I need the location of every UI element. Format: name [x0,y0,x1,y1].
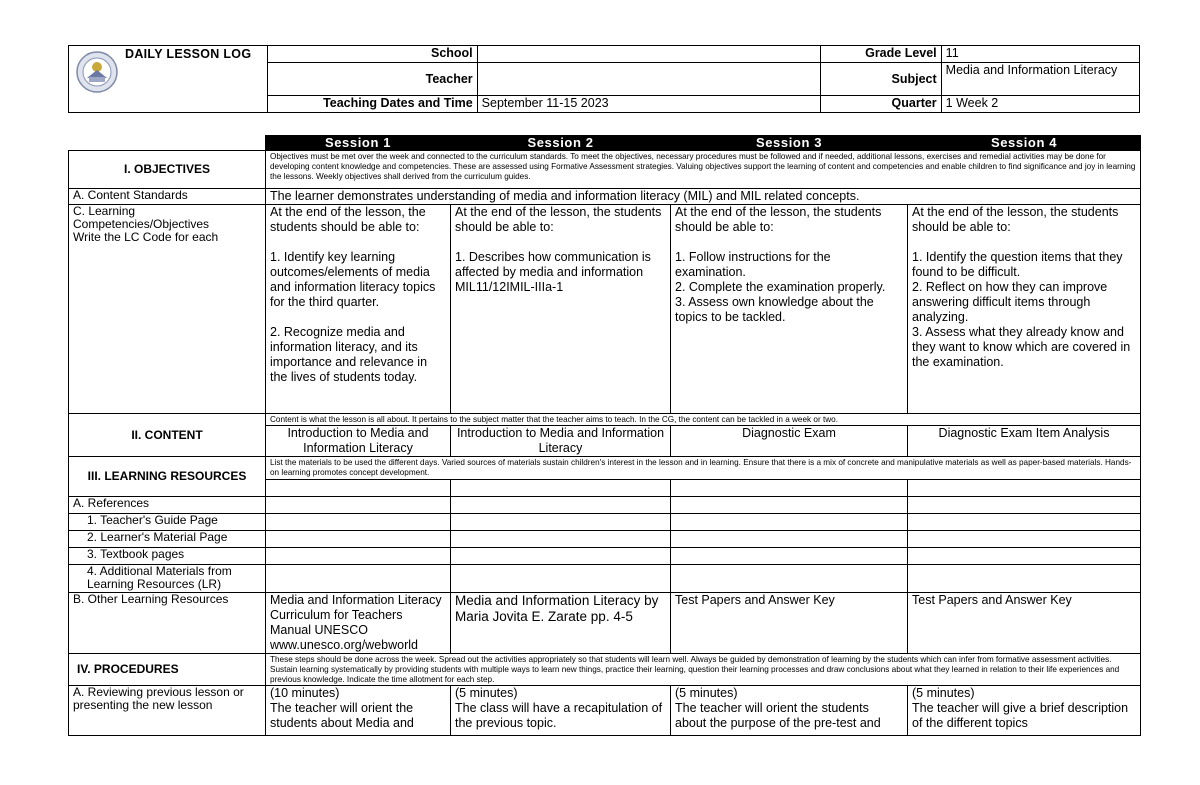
deped-seal-icon [75,50,119,94]
quarter-label: Quarter [820,96,941,113]
other-resources-row [69,593,1141,654]
session-4-header: Session 4 [908,136,1141,151]
lesson-grid [68,135,1141,736]
resources-row [69,457,1141,480]
reviewing-row [69,686,1141,736]
subject-value: Media and Information Literacy [941,63,1139,96]
lc-session-2: At the end of the lesson, the students should be able to: 1. Describes how communication is affected by media and information MIL11/12IMIL-IIIa-1 [451,205,671,414]
header-table [68,45,1140,113]
other-resources-label: B. Other Learning Resources [69,593,266,654]
learners-material-label: 2. Learner's Material Page [69,531,266,548]
tb-cell-1 [266,548,451,565]
content-session-2: Introduction to Media and Information Literacy [451,426,671,457]
reviewing-label: A. Reviewing previous lesson or presenting the new lesson [69,686,266,736]
tg-cell-2 [451,514,671,531]
content-standards-row [69,189,1141,205]
subject-label: Subject [820,63,941,96]
seal-title-cell [69,46,268,113]
learners-material-row [69,531,1141,548]
other-session-2: Media and Information Literacy by Maria Jovita E. Zarate pp. 4-5 [451,593,671,654]
other-session-4: Test Papers and Answer Key [908,593,1141,654]
content-session-4: Diagnostic Exam Item Analysis [908,426,1141,457]
add-cell-4 [908,565,1141,593]
resources-blank-2 [451,480,671,497]
content-note-row [69,414,1141,426]
quarter-value: 1 Week 2 [941,96,1139,113]
references-cell-2 [451,497,671,514]
dates-value: September 11-15 2023 [477,96,820,113]
tb-cell-4 [908,548,1141,565]
learning-competencies-row [69,205,1141,414]
resources-blank-3 [671,480,908,497]
school-label: School [268,46,477,63]
session-3-header: Session 3 [671,136,908,151]
corner-blank [69,136,266,151]
reviewing-session-4: (5 minutes) The teacher will give a brief description of the different topics [908,686,1141,736]
reviewing-session-2: (5 minutes) The class will have a recapitulation of the previous topic. [451,686,671,736]
additional-materials-label: 4. Additional Materials from Learning Resources (LR) [69,565,266,593]
textbook-label: 3. Textbook pages [69,548,266,565]
lm-cell-3 [671,531,908,548]
session-2-header: Session 2 [451,136,671,151]
session-1-header: Session 1 [266,136,451,151]
page-title: DAILY LESSON LOG [125,47,252,61]
lc-session-3: At the end of the lesson, the students should be able to: 1. Follow instructions for the examination. 2. Complete the examination properly. 3. Assess own knowledge about the topics to be tackled. [671,205,908,414]
other-session-1: Media and Information Literacy Curriculum for Teachers Manual UNESCO www.unesco.org/webworld [266,593,451,654]
tb-cell-3 [671,548,908,565]
teachers-guide-label: 1. Teacher's Guide Page [69,514,266,531]
objectives-heading: I. OBJECTIVES [69,151,266,189]
lm-cell-4 [908,531,1141,548]
objectives-row [69,151,1141,189]
teacher-value [477,63,820,96]
grade-level-label: Grade Level [820,46,941,63]
reviewing-session-1: (10 minutes) The teacher will orient the students about Media and [266,686,451,736]
textbook-row [69,548,1141,565]
grade-level-value: 11 [941,46,1139,63]
teacher-label: Teacher [268,63,477,96]
lc-session-4: At the end of the lesson, the students should be able to: 1. Identify the question items that they found to be difficult. 2. Reflect on how they can improve answering difficult items through analyzing. 3. Assess what they already know and they want to know which are covered in the examination. [908,205,1141,414]
tg-cell-1 [266,514,451,531]
learning-competencies-label: C. Learning Competencies/Objectives Write the LC Code for each [69,205,266,414]
tb-cell-2 [451,548,671,565]
dates-label: Teaching Dates and Time [268,96,477,113]
references-label: A. References [69,497,266,514]
content-standards-label: A. Content Standards [69,189,266,205]
school-value [477,46,820,63]
lm-cell-1 [266,531,451,548]
add-cell-3 [671,565,908,593]
resources-note: List the materials to be used the different days. Varied sources of materials sustain children's interest in the lesson and in learning. Ensure that there is a mix of concrete and manipulative materials as well as paper-based materials. Hands-on learning promotes concept development. [266,457,1141,480]
add-cell-2 [451,565,671,593]
lc-session-1: At the end of the lesson, the students should be able to: 1. Identify key learning outcomes/elements of media and information literacy topics for the third quarter. 2. Recognize media and information literacy, and its importance and relevance in the lives of students today. [266,205,451,414]
resources-heading: III. LEARNING RESOURCES [69,457,266,497]
references-cell-4 [908,497,1141,514]
reviewing-session-3: (5 minutes) The teacher will orient the students about the purpose of the pre-test and [671,686,908,736]
references-cell-3 [671,497,908,514]
content-session-1: Introduction to Media and Information Literacy [266,426,451,457]
content-note: Content is what the lesson is all about. It pertains to the subject matter that the teacher aims to teach. In the CG, the content can be tackled in a week or two. [266,414,1141,426]
procedures-row [69,654,1141,686]
tg-cell-4 [908,514,1141,531]
lm-cell-2 [451,531,671,548]
content-session-3: Diagnostic Exam [671,426,908,457]
content-standards-value: The learner demonstrates understanding of media and information literacy (MIL) and MIL related concepts. [266,189,1141,205]
procedures-note: These steps should be done across the week. Spread out the activities appropriately so that students will learn well. Always be guided by demonstration of learning by the students which can infer from formative assessment activities. Sustain learning systematically by providing students with multiple ways to learn new things, practice their learning, question their learning processes and draw conclusions about what they learned in relation to their life experiences and previous knowledge. Indicate the time allotment for each step. [266,654,1141,686]
teachers-guide-row [69,514,1141,531]
add-cell-1 [266,565,451,593]
resources-blank-1 [266,480,451,497]
content-heading: II. CONTENT [69,414,266,457]
tg-cell-3 [671,514,908,531]
references-cell-1 [266,497,451,514]
procedures-heading: IV. PROCEDURES [69,654,266,686]
additional-materials-row [69,565,1141,593]
other-session-3: Test Papers and Answer Key [671,593,908,654]
objectives-note: Objectives must be met over the week and connected to the curriculum standards. To meet the objectives, necessary procedures must be followed and if needed, additional lessons, exercises and remedial activities may be done for developing content knowledge and competencies. These are assessed using Formative Assessment strategies. Valuing objectives support the learning of content and competencies and enable children to find significance and joy in learning the lessons. Weekly objectives shall derived from the curriculum guides. [266,151,1141,189]
references-row [69,497,1141,514]
session-header-row [69,136,1141,151]
resources-blank-4 [908,480,1141,497]
